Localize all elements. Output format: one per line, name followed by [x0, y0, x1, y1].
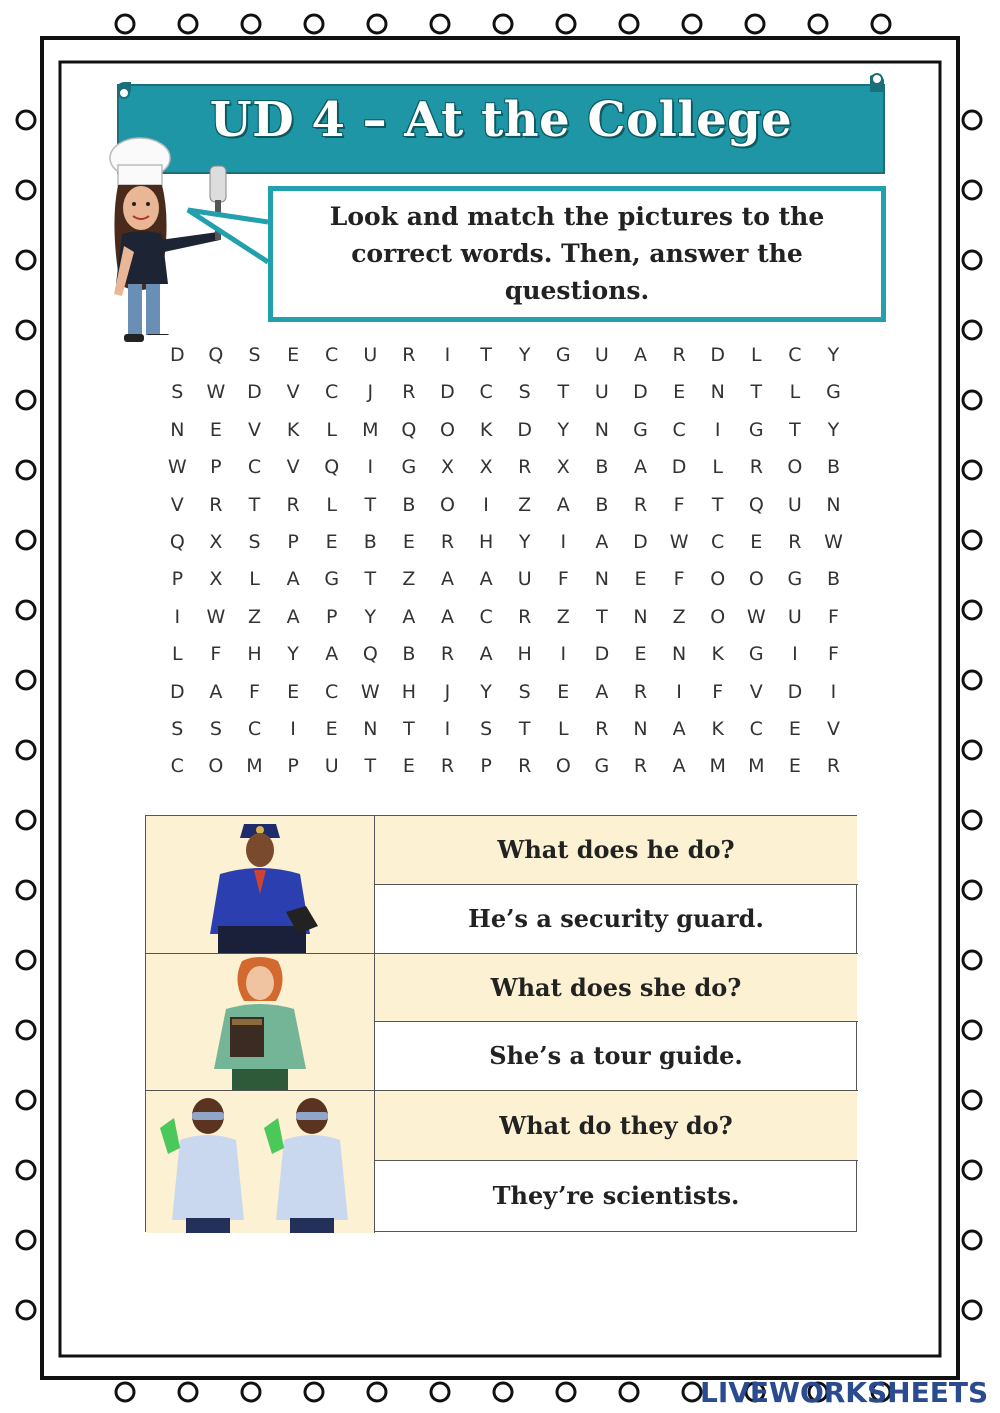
word-search-letter[interactable]: A — [402, 605, 416, 628]
word-search-letter[interactable]: R — [788, 531, 802, 553]
answer-2: She’s a tour guide. — [489, 1041, 743, 1070]
word-search-letter[interactable]: T — [518, 718, 531, 740]
word-search-letter[interactable]: O — [555, 755, 571, 778]
word-search-letter[interactable]: P — [287, 755, 299, 778]
word-search-letter[interactable]: H — [401, 680, 417, 703]
word-search-letter[interactable]: E — [634, 568, 647, 591]
word-search-row — [145, 449, 857, 486]
security-guard-picture-cell — [146, 816, 375, 953]
word-search-letter[interactable]: S — [518, 680, 531, 703]
word-search-letter[interactable]: W — [746, 605, 766, 628]
word-search-letter[interactable]: M — [246, 755, 263, 778]
word-search-letter[interactable]: T — [480, 344, 492, 366]
liveworksheets-logo: LIVEWORKSHEETS — [700, 1376, 989, 1409]
word-search-letter[interactable]: N — [363, 718, 378, 740]
word-search-letter[interactable]: G — [324, 568, 340, 591]
word-search-letter[interactable]: Q — [401, 418, 417, 441]
word-search-letter[interactable]: R — [209, 493, 223, 516]
word-search-letter[interactable]: L — [249, 568, 260, 591]
word-search-letter[interactable]: O — [440, 493, 455, 516]
word-search-letter[interactable]: G — [787, 568, 803, 591]
word-search-letter[interactable]: B — [402, 643, 416, 666]
word-search-letter[interactable]: F — [828, 643, 839, 666]
word-search-letter[interactable]: P — [480, 755, 492, 778]
word-search-letter[interactable]: A — [325, 643, 339, 666]
word-search-letter[interactable]: X — [209, 568, 223, 591]
word-search-letter[interactable]: D — [633, 531, 648, 553]
word-search-row — [145, 487, 857, 524]
word-search-letter[interactable]: D — [517, 418, 532, 441]
word-search-letter[interactable]: C — [325, 680, 339, 703]
word-search-letter[interactable]: I — [290, 718, 296, 740]
word-search-letter[interactable]: E — [788, 755, 801, 778]
word-search-letter[interactable]: F — [712, 680, 724, 703]
tour-guide-illustration — [146, 953, 375, 1090]
word-search-letter[interactable]: C — [479, 605, 493, 628]
word-search-letter[interactable]: A — [286, 605, 300, 628]
word-search-letter[interactable]: Q — [208, 344, 224, 366]
word-search-letter[interactable]: A — [595, 531, 609, 553]
word-search-row — [145, 674, 857, 711]
word-search-letter[interactable]: W — [669, 531, 689, 553]
word-search-letter[interactable]: D — [247, 381, 262, 404]
word-search-letter[interactable]: A — [440, 605, 454, 628]
word-search-letter[interactable]: N — [671, 643, 687, 666]
word-search-letter[interactable]: J — [444, 680, 451, 703]
word-search-letter[interactable]: E — [788, 718, 801, 740]
word-search-letter[interactable]: R — [440, 531, 455, 553]
word-search-letter[interactable]: R — [518, 755, 532, 778]
word-search-letter[interactable]: L — [712, 456, 723, 479]
word-search-letter[interactable]: C — [788, 344, 802, 366]
word-search-letter[interactable]: O — [710, 605, 726, 628]
word-search-letter[interactable]: E — [634, 643, 647, 666]
word-search-letter[interactable]: H — [247, 643, 262, 666]
word-search-letter[interactable]: R — [826, 755, 841, 778]
word-search-letter[interactable]: Y — [364, 605, 377, 628]
word-search-letter[interactable]: I — [560, 531, 567, 553]
word-search-letter[interactable]: D — [169, 344, 185, 366]
word-search-letter[interactable]: V — [247, 418, 261, 441]
word-search-letter[interactable]: J — [367, 381, 374, 404]
word-search-letter[interactable]: S — [248, 531, 261, 553]
word-search-letter[interactable]: V — [286, 381, 300, 404]
word-search-letter[interactable]: A — [672, 755, 686, 778]
word-search-letter[interactable]: Z — [518, 493, 532, 516]
word-search-letter[interactable]: Z — [672, 605, 686, 628]
word-search-letter[interactable]: O — [748, 568, 764, 591]
word-search-letter[interactable]: Y — [287, 643, 299, 666]
word-search-letter[interactable]: W — [824, 531, 843, 553]
word-search-letter[interactable]: G — [748, 418, 764, 441]
word-search-letter[interactable]: Q — [324, 456, 340, 479]
word-search-row — [145, 748, 857, 785]
word-search-letter[interactable]: R — [402, 381, 416, 404]
word-search-letter[interactable]: G — [633, 418, 648, 441]
word-search-letter[interactable]: T — [750, 381, 763, 404]
word-search-letter[interactable]: I — [483, 493, 489, 516]
word-search-letter[interactable]: U — [787, 605, 802, 628]
word-search-letter[interactable]: Z — [402, 568, 416, 591]
word-search-letter[interactable]: O — [710, 568, 726, 591]
word-search-letter[interactable]: R — [440, 755, 455, 778]
word-search-letter[interactable]: R — [633, 755, 648, 778]
word-search-letter[interactable]: D — [169, 680, 185, 703]
instruction-text: Look and match the pictures to the correct words. Then, answer the questions. — [329, 202, 825, 305]
word-search-letter[interactable]: P — [287, 531, 299, 553]
word-search-row — [145, 337, 857, 374]
word-search-row — [145, 524, 857, 561]
word-search-letter[interactable]: F — [249, 680, 260, 703]
word-search-letter[interactable]: E — [402, 755, 415, 778]
word-search-letter[interactable]: R — [286, 493, 300, 516]
word-search-letter[interactable]: I — [676, 680, 682, 703]
word-search-letter[interactable]: L — [558, 718, 569, 740]
word-search-letter[interactable]: D — [710, 344, 725, 366]
word-search-letter[interactable]: G — [555, 344, 571, 366]
word-search-letter[interactable]: W — [360, 680, 380, 703]
word-search-letter[interactable]: T — [364, 568, 377, 591]
word-search-letter[interactable]: A — [440, 568, 454, 591]
word-search-letter[interactable]: I — [714, 418, 721, 441]
word-search-letter[interactable]: A — [633, 456, 647, 479]
answer-3: They’re scientists. — [492, 1181, 740, 1210]
word-search-letter[interactable]: F — [828, 605, 839, 628]
word-search-letter[interactable]: M — [362, 418, 379, 441]
word-search-letter[interactable]: R — [633, 493, 648, 516]
word-search-row — [145, 711, 857, 748]
word-search-letter[interactable]: B — [402, 493, 416, 516]
word-search-letter[interactable]: Y — [827, 344, 840, 366]
word-search-letter[interactable]: G — [594, 755, 610, 778]
word-search-letter[interactable]: A — [556, 493, 570, 516]
word-search-letter[interactable]: C — [247, 718, 262, 740]
word-search-letter[interactable]: O — [440, 418, 455, 441]
word-search-letter[interactable]: Y — [557, 418, 570, 441]
word-search-letter[interactable]: V — [286, 456, 300, 479]
word-search-letter[interactable]: O — [208, 755, 224, 778]
word-search-letter[interactable]: L — [326, 493, 337, 516]
word-search-letter[interactable]: R — [595, 718, 609, 740]
word-search-row — [145, 374, 857, 411]
word-search-letter[interactable]: Q — [362, 643, 378, 666]
word-search-letter[interactable]: U — [363, 344, 378, 366]
word-search-letter[interactable]: W — [167, 456, 187, 479]
word-search-letter[interactable]: C — [479, 381, 493, 404]
word-search-letter[interactable]: D — [671, 456, 687, 479]
scientists-picture-cell — [146, 1090, 375, 1233]
word-search-letter[interactable]: D — [594, 643, 610, 666]
word-search-letter[interactable]: W — [206, 605, 226, 628]
word-search-letter[interactable]: L — [172, 643, 183, 666]
word-search-letter[interactable]: P — [325, 605, 338, 628]
word-search-row — [145, 412, 857, 449]
word-search-letter[interactable]: C — [672, 418, 686, 441]
word-search-letter[interactable]: E — [287, 344, 300, 366]
word-search-letter[interactable]: L — [326, 418, 337, 441]
word-search-letter[interactable]: A — [479, 643, 493, 666]
word-search-letter[interactable]: Y — [827, 418, 840, 441]
word-search-letter[interactable]: M — [748, 755, 765, 778]
word-search-letter[interactable]: T — [403, 718, 415, 740]
word-search-letter[interactable]: K — [711, 718, 724, 740]
word-search-letter[interactable]: N — [633, 718, 648, 740]
word-search-letter[interactable]: V — [826, 718, 840, 740]
word-search-letter[interactable]: T — [596, 605, 608, 628]
word-search-letter[interactable]: U — [517, 568, 532, 591]
word-search-letter[interactable]: C — [325, 381, 339, 404]
word-search-letter[interactable]: O — [787, 456, 803, 479]
word-search-letter[interactable]: A — [286, 568, 300, 591]
word-search-letter[interactable]: D — [787, 680, 803, 703]
word-search-letter[interactable]: E — [325, 531, 338, 553]
word-search-letter[interactable]: S — [171, 381, 184, 404]
question-2: What does she do? — [375, 954, 857, 1021]
word-search-letter[interactable]: R — [518, 605, 532, 628]
word-search-letter[interactable]: Q — [169, 531, 185, 553]
word-search-letter[interactable]: N — [594, 568, 609, 591]
word-search-letter[interactable]: A — [672, 718, 686, 740]
word-search-letter[interactable]: X — [209, 531, 223, 553]
word-search-letter[interactable]: A — [479, 568, 493, 591]
word-search-letter[interactable]: E — [673, 381, 686, 404]
word-search-letter[interactable]: R — [672, 344, 686, 366]
word-search-letter[interactable]: K — [711, 643, 724, 666]
word-search-letter[interactable]: F — [210, 643, 222, 666]
word-search-letter[interactable]: R — [402, 344, 416, 366]
word-search-row — [145, 599, 857, 636]
word-search-letter[interactable]: I — [792, 643, 798, 666]
word-search-letter[interactable]: Z — [556, 605, 570, 628]
scientists-illustration — [146, 1090, 375, 1233]
word-search-letter[interactable]: E — [402, 531, 415, 553]
word-search-letter[interactable]: S — [248, 344, 261, 366]
word-search-letter[interactable]: T — [557, 381, 570, 404]
word-search-letter[interactable]: I — [444, 344, 451, 366]
word-search-letter[interactable]: X — [440, 456, 454, 479]
word-search-letter[interactable]: R — [633, 680, 648, 703]
word-search-letter[interactable]: H — [517, 643, 532, 666]
word-search-letter[interactable]: N — [826, 493, 841, 516]
word-search-letter[interactable]: I — [830, 680, 837, 703]
word-search-letter[interactable]: L — [789, 381, 801, 404]
word-search-letter[interactable]: I — [367, 456, 374, 479]
word-search-letter[interactable]: F — [673, 568, 685, 591]
word-search-letter[interactable]: K — [479, 418, 493, 441]
word-search-letter[interactable]: T — [364, 755, 377, 778]
word-search-letter[interactable]: C — [247, 456, 262, 479]
word-search-letter[interactable]: C — [711, 531, 725, 553]
word-search-letter[interactable]: R — [440, 643, 455, 666]
word-search-row — [145, 561, 857, 598]
word-search-letter[interactable]: N — [710, 381, 725, 404]
question-3: What do they do? — [375, 1091, 857, 1160]
word-search-letter[interactable]: Z — [247, 605, 261, 628]
word-search-letter[interactable]: N — [170, 418, 185, 441]
word-search-letter[interactable]: E — [287, 680, 300, 703]
worksheet-title: UD 4 – At the College — [209, 92, 793, 148]
word-search-letter[interactable]: N — [594, 418, 609, 441]
word-search-letter[interactable]: T — [364, 493, 377, 516]
word-search-letter[interactable]: A — [595, 680, 609, 703]
word-search-letter[interactable]: N — [633, 605, 648, 628]
word-search-letter[interactable]: F — [557, 568, 569, 591]
answer-1: He’s a security guard. — [468, 904, 764, 933]
word-search-letter[interactable]: Y — [518, 531, 531, 553]
word-search-row — [145, 636, 857, 673]
word-search-letter[interactable]: C — [749, 718, 763, 740]
word-search-letter[interactable]: D — [440, 381, 455, 404]
word-search-letter[interactable]: U — [324, 755, 339, 778]
word-search-letter[interactable]: E — [750, 531, 763, 553]
word-search-letter[interactable]: I — [560, 643, 567, 666]
question-1: What does he do? — [375, 816, 857, 884]
word-search-letter[interactable]: K — [286, 418, 300, 441]
word-search-letter[interactable]: U — [594, 344, 609, 366]
word-search-grid — [145, 335, 857, 791]
word-search-letter[interactable]: C — [170, 755, 184, 778]
tour-guide-picture-cell — [146, 953, 375, 1090]
word-search-letter[interactable]: A — [209, 680, 223, 703]
word-search-letter[interactable]: I — [444, 718, 451, 740]
word-search-letter[interactable]: F — [673, 493, 685, 516]
qa-table — [145, 815, 857, 1232]
word-search-letter[interactable]: B — [595, 456, 609, 479]
word-search-letter[interactable]: G — [826, 381, 841, 404]
word-search-letter[interactable]: X — [556, 456, 570, 479]
word-search-letter[interactable]: T — [789, 418, 801, 441]
word-search-letter[interactable]: T — [248, 493, 261, 516]
word-search-letter[interactable]: G — [401, 456, 417, 479]
word-search-letter[interactable]: L — [751, 344, 762, 366]
word-search-letter[interactable]: V — [170, 493, 184, 516]
word-search-letter[interactable]: G — [748, 643, 764, 666]
word-search-letter[interactable]: B — [826, 456, 840, 479]
word-search-letter[interactable]: E — [325, 718, 338, 740]
word-search-letter[interactable]: P — [210, 456, 222, 479]
security-guard-illustration — [146, 816, 375, 953]
word-search-letter[interactable]: E — [557, 680, 570, 703]
word-search-letter[interactable]: U — [594, 381, 609, 404]
word-search-letter[interactable]: S — [518, 381, 531, 404]
word-search-letter[interactable]: U — [787, 493, 802, 516]
word-search-letter[interactable]: I — [174, 605, 181, 628]
word-search-letter[interactable]: A — [633, 344, 647, 366]
word-search-letter[interactable]: R — [749, 456, 763, 479]
word-search-letter[interactable]: R — [518, 456, 532, 479]
word-search-letter[interactable]: V — [749, 680, 763, 703]
word-search-letter[interactable]: Y — [480, 680, 492, 703]
word-search-letter[interactable]: P — [171, 568, 184, 591]
word-search-letter[interactable]: C — [325, 344, 339, 366]
word-search-letter[interactable]: B — [826, 568, 840, 591]
word-search-letter[interactable]: T — [711, 493, 724, 516]
word-search-letter[interactable]: W — [206, 381, 226, 404]
word-search-letter[interactable]: B — [363, 531, 377, 553]
word-search-letter[interactable]: S — [480, 718, 493, 740]
word-search-letter[interactable]: H — [478, 531, 494, 553]
word-search-letter[interactable]: Q — [748, 493, 764, 516]
word-search-letter[interactable]: M — [709, 755, 726, 778]
word-search-letter[interactable]: B — [595, 493, 609, 516]
word-search-letter[interactable]: E — [209, 418, 222, 441]
word-search-letter[interactable]: S — [209, 718, 222, 740]
word-search-letter[interactable]: S — [171, 718, 184, 740]
word-search-letter[interactable]: X — [479, 456, 493, 479]
word-search-letter[interactable]: D — [633, 381, 648, 404]
word-search-letter[interactable]: Y — [518, 344, 531, 366]
